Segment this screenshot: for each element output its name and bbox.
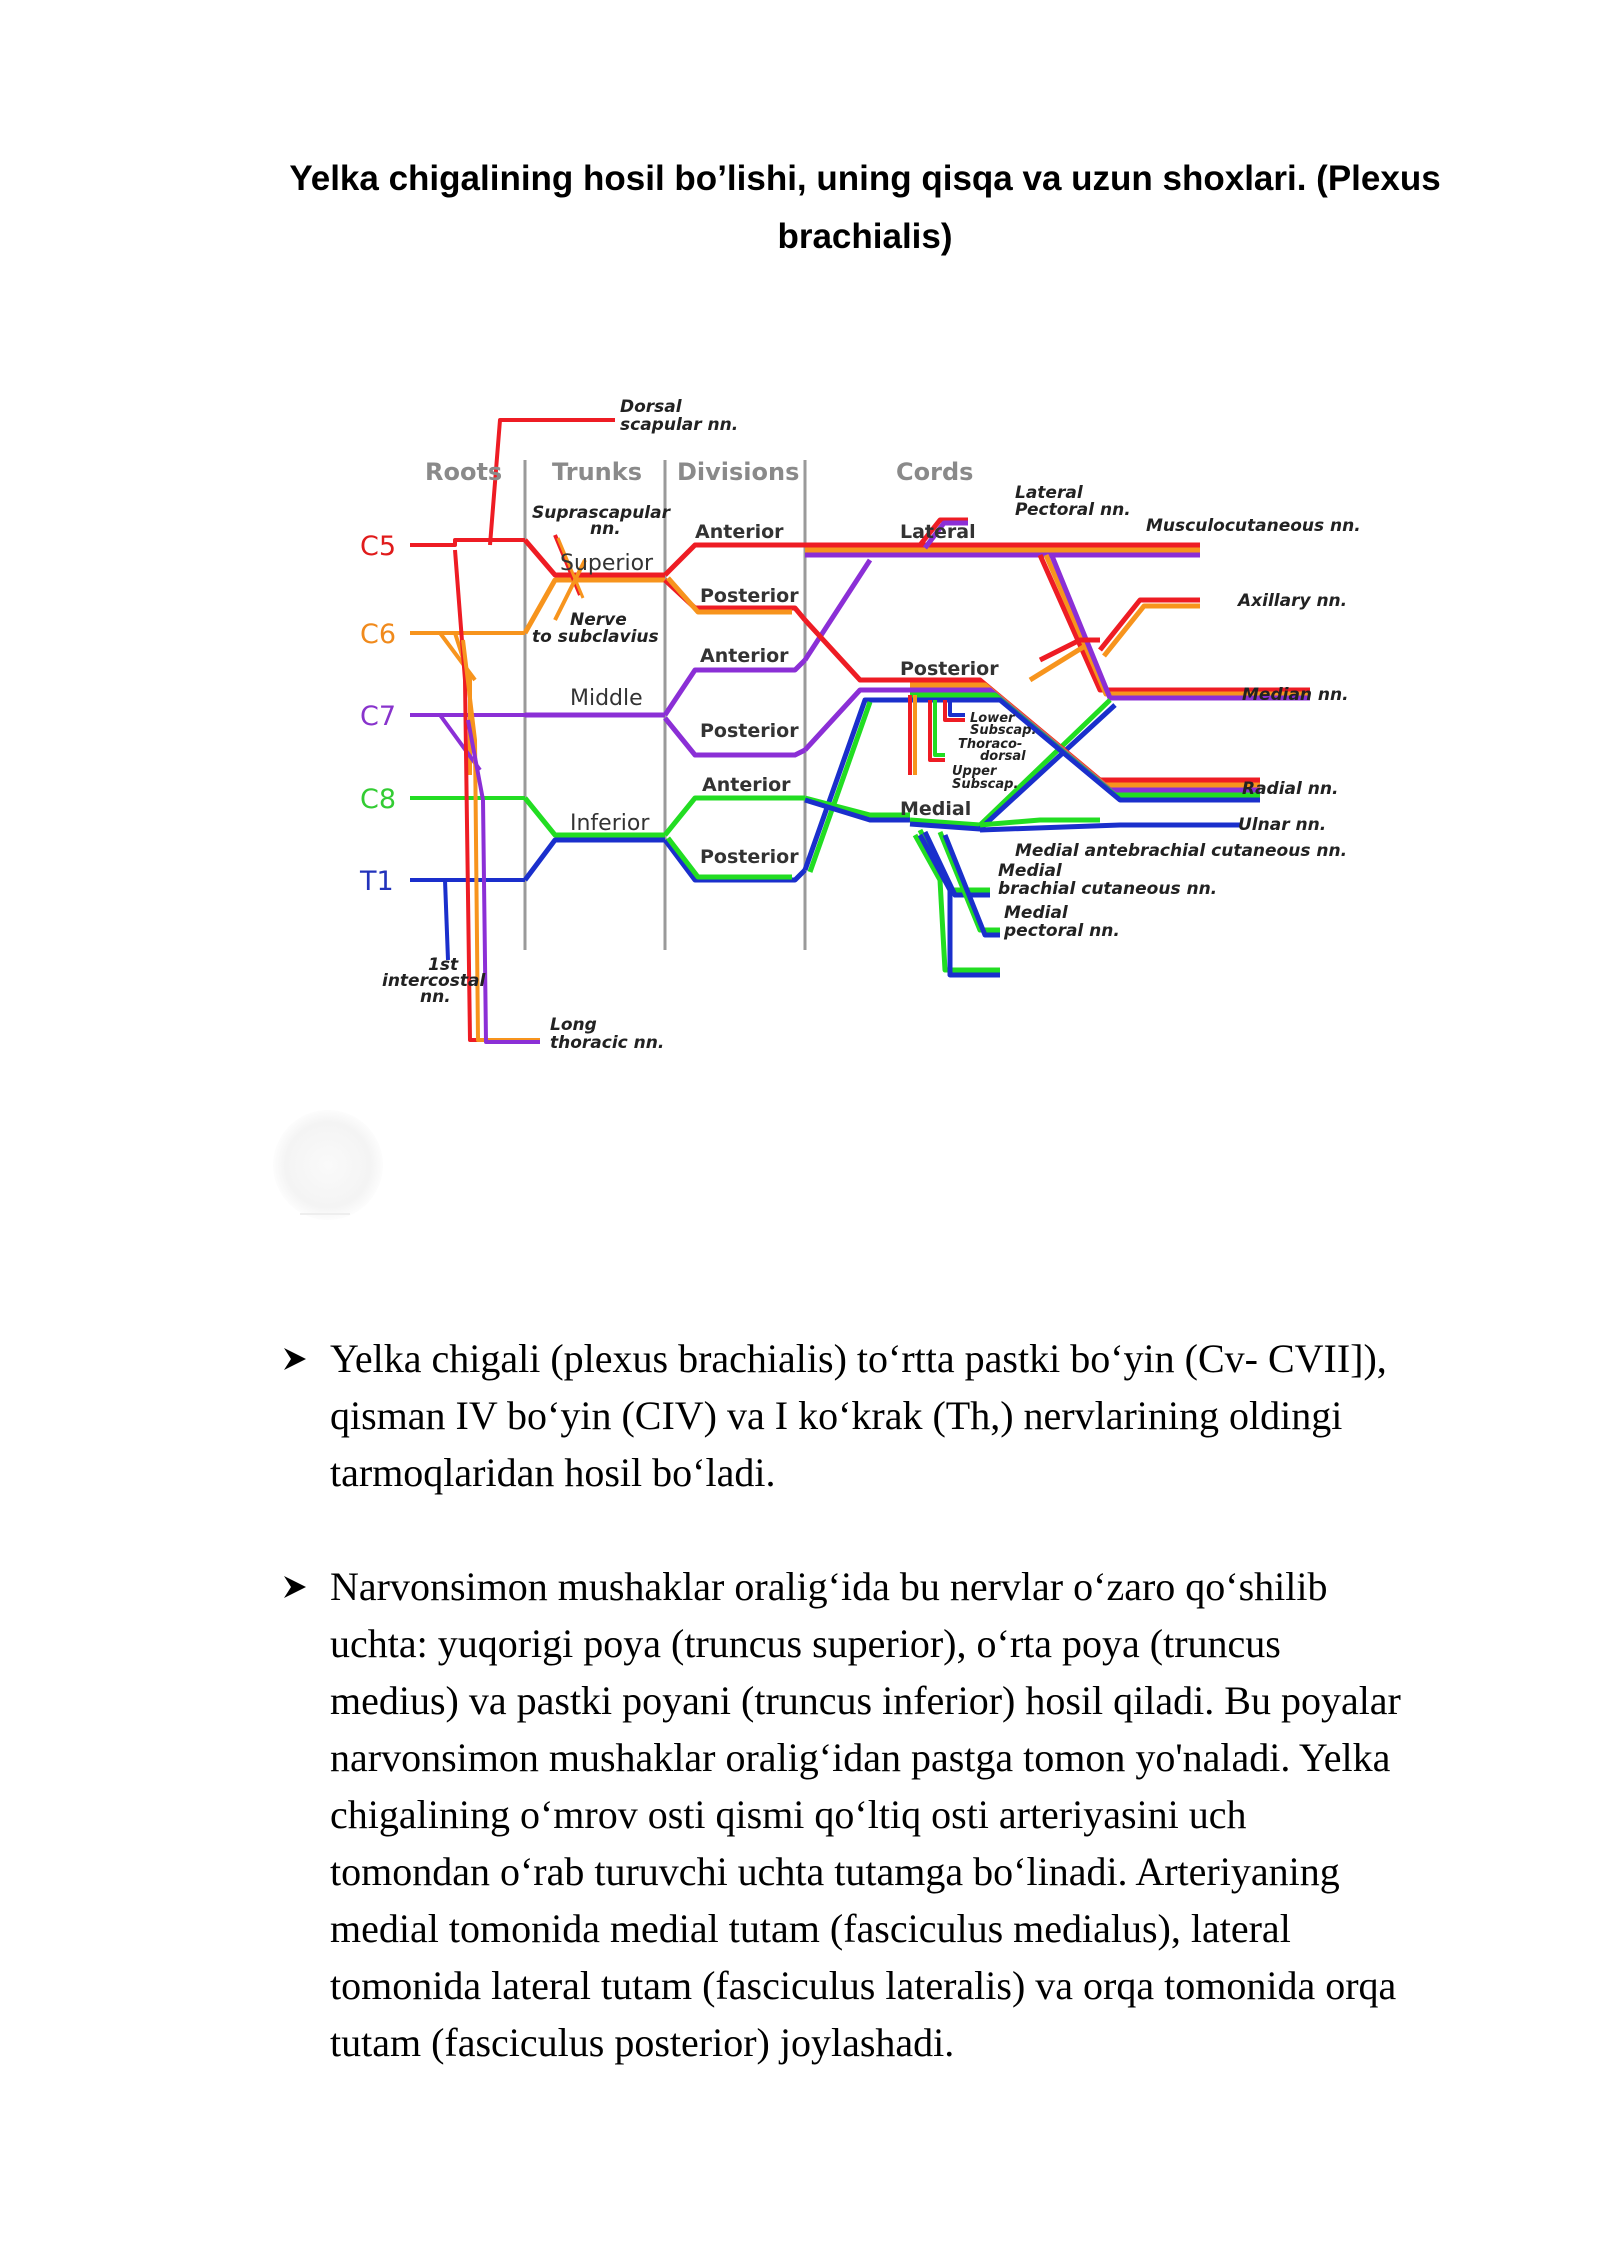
paragraph-line: medial tomonida medial tutam (fasciculus medialus), lateral xyxy=(330,1906,1291,1951)
header-divisions: Divisions xyxy=(677,458,800,486)
page-title-line-2: brachialis) xyxy=(777,217,953,256)
nerve-medial-antebrachial: Medial antebrachial cutaneous nn. xyxy=(1015,841,1348,861)
paragraph-line: narvonsimon mushaklar oralig‘idan pastga tomon yo'naladi. Yelka xyxy=(330,1735,1391,1780)
nerve-intercostal-3: nn. xyxy=(420,987,451,1007)
bullet-list xyxy=(282,1330,1512,2128)
paragraph-line: Yelka chigali (plexus brachialis) to‘rtta pastki bo‘yin (Cv- CVII]), xyxy=(330,1336,1387,1381)
cord-lateral: Lateral xyxy=(900,521,976,543)
arrow-bullet-icon xyxy=(282,1558,312,1615)
list-item xyxy=(282,1330,1512,1501)
nerve-dorsal-scapular-2: scapular nn. xyxy=(620,415,739,435)
intercostal-branch xyxy=(445,880,448,960)
nerve-intercostal-1: 1st xyxy=(428,955,459,975)
trunk-middle: Middle xyxy=(570,686,643,711)
nerve-medial-pectoral-2: pectoral nn. xyxy=(1004,921,1120,941)
cord-posterior: Posterior xyxy=(900,658,999,680)
nerve-musculocutaneous: Musculocutaneous nn. xyxy=(1146,516,1361,536)
nerve-long-thoracic-1: Long xyxy=(550,1015,597,1035)
header-trunks: Trunks xyxy=(552,458,642,486)
nerve-upper-subscap-2: Subscap. xyxy=(952,777,1019,792)
nerve-medial-pectoral-1: Medial xyxy=(1004,903,1068,923)
list-item xyxy=(282,1558,1512,2071)
paragraph-line: uchta: yuqorigi poya (truncus superior), o‘rta poya (truncus xyxy=(330,1621,1281,1666)
faint-smudge-line xyxy=(300,1213,350,1215)
nerve-axillary: Axillary nn. xyxy=(1238,591,1348,611)
nerve-suprascapular-1: Suprascapular xyxy=(532,503,670,523)
root-label-c5: C5 xyxy=(360,531,397,562)
nerve-dorsal-scapular-1: Dorsal xyxy=(620,397,682,417)
division-posterior-1: Posterior xyxy=(700,585,799,607)
paragraph-line: tomondan o‘rab turuvchi uchta tutamga bo‘linadi. Arteriyaning xyxy=(330,1849,1340,1894)
cord-medial: Medial xyxy=(900,798,972,820)
nerve-radial: Radial nn. xyxy=(1242,779,1339,799)
nerve-lower-subscap-2: Subscap. xyxy=(970,723,1037,738)
faint-smudge xyxy=(273,1110,383,1220)
trunk-superior: Superior xyxy=(560,551,654,576)
nerve-subclavius-2: to subclavius xyxy=(532,627,659,647)
nerve-intercostal-2: intercostal xyxy=(382,971,486,991)
brachial-plexus-svg xyxy=(340,380,1380,1080)
nerve-upper-subscap-1: Upper xyxy=(952,764,997,779)
page-title xyxy=(200,150,1530,266)
nerve-subclavius-1: Nerve xyxy=(570,610,627,630)
paragraph-line: tarmoqlaridan hosil bo‘ladi. xyxy=(330,1450,776,1495)
division-posterior-3: Posterior xyxy=(700,846,799,868)
arrow-bullet-icon xyxy=(282,1330,312,1387)
paragraph-line: tutam (fasciculus posterior) joylashadi. xyxy=(330,2020,955,2065)
header-roots: Roots xyxy=(425,458,503,486)
division-anterior-1: Anterior xyxy=(695,521,784,543)
page-title-line-1: Yelka chigalining hosil bo’lishi, uning qisqa va uzun shoxlari. (Plexus xyxy=(289,159,1441,198)
nerve-lower-subscap-1: Lower xyxy=(970,711,1015,726)
root-line-c5 xyxy=(410,540,525,545)
nerve-suprascapular-2: nn. xyxy=(590,519,621,539)
division-posterior-2: Posterior xyxy=(700,720,799,742)
root-label-t1: T1 xyxy=(360,866,394,897)
nerve-thoracodorsal-2: dorsal xyxy=(980,749,1026,764)
root-label-c6: C6 xyxy=(360,619,397,650)
root-label-c7: C7 xyxy=(360,701,397,732)
nerve-medial-brachial-1: Medial xyxy=(998,861,1062,881)
paragraph-line: chigalining o‘mrov osti qismi qo‘ltiq osti arteriyasini uch xyxy=(330,1792,1247,1837)
paragraph-line: Narvonsimon mushaklar oralig‘ida bu nervlar o‘zaro qo‘shilib xyxy=(330,1564,1328,1609)
trunk-inferior: Inferior xyxy=(570,811,650,836)
nerve-ulnar: Ulnar nn. xyxy=(1238,815,1327,835)
brachial-plexus-diagram xyxy=(340,380,1380,1080)
nerve-median: Median nn. xyxy=(1242,685,1349,705)
division-anterior-3: Anterior xyxy=(702,774,791,796)
nerve-lateral-pectoral-1: Lateral xyxy=(1015,483,1083,503)
nerve-thoracodorsal-1: Thoraco- xyxy=(958,737,1023,752)
paragraph-line: qisman IV bo‘yin (CIV) va I ko‘krak (Th,) nervlarining oldingi xyxy=(330,1393,1343,1438)
division-anterior-2: Anterior xyxy=(700,645,789,667)
nerve-long-thoracic-2: thoracic nn. xyxy=(550,1033,665,1053)
header-cords: Cords xyxy=(896,458,974,486)
nerve-lateral-pectoral-2: Pectoral nn. xyxy=(1015,500,1131,520)
paragraph-line: medius) va pastki poyani (truncus inferior) hosil qiladi. Bu poyalar xyxy=(330,1678,1401,1723)
nerve-medial-brachial-2: brachial cutaneous nn. xyxy=(998,879,1218,899)
root-label-c8: C8 xyxy=(360,784,397,815)
paragraph-line: tomonida lateral tutam (fasciculus lateralis) va orqa tomonida orqa xyxy=(330,1963,1397,2008)
